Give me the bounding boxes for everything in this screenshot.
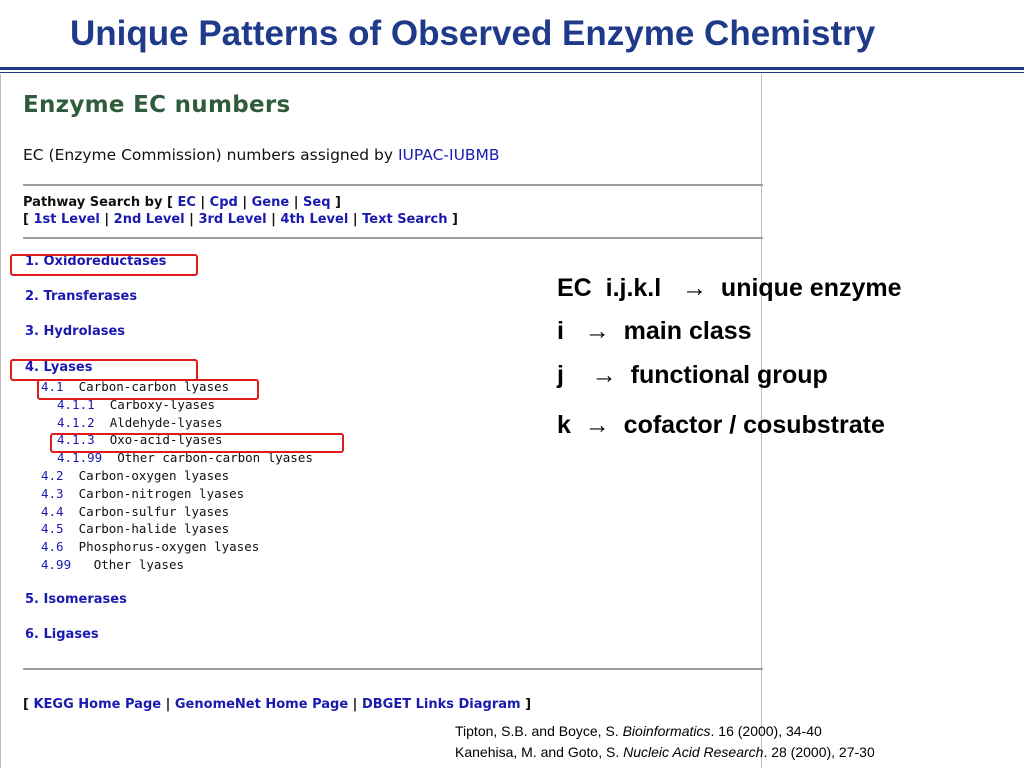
subclass-name: Carbon-oxygen lyases xyxy=(78,468,230,483)
subclass-num: 4.99 xyxy=(41,557,72,572)
subclass-name: Carbon-carbon lyases xyxy=(78,379,230,394)
subclass-name: Other carbon-carbon lyases xyxy=(117,450,313,465)
subclass-num: 4.1 xyxy=(41,379,64,394)
subclass-num: 4.3 xyxy=(41,486,64,501)
pathway-link-gene[interactable]: Gene xyxy=(251,195,290,210)
footer-link-genomenet-home[interactable]: GenomeNet Home Page xyxy=(174,697,349,712)
subclass-num: 4.6 xyxy=(41,539,64,554)
subclass-name: Carboxy-lyases xyxy=(109,397,216,412)
subclass-num: 4.1.1 xyxy=(57,397,95,412)
subclass-4-2[interactable] xyxy=(41,468,229,483)
note-main-class: i → main class xyxy=(557,317,752,345)
class-link-lyases[interactable]: 4. Lyases xyxy=(25,360,93,375)
highlight-box-lyases xyxy=(10,359,198,381)
highlight-box-oxo-acid xyxy=(50,433,344,453)
note-ec-format: EC i.j.k.l → unique enzyme xyxy=(557,274,902,302)
pathway-link-cpd[interactable]: Cpd xyxy=(209,195,238,210)
pathway-link-seq[interactable]: Seq xyxy=(303,195,331,210)
highlight-box-carbon-carbon xyxy=(37,379,259,400)
subclass-name: Carbon-nitrogen lyases xyxy=(78,486,245,501)
citation-details: . 28 (2000), 27-30 xyxy=(763,744,875,760)
citation-details: . 16 (2000), 34-40 xyxy=(710,723,822,739)
footer-links-bar: [ KEGG Home Page | GenomeNet Home Page | DBGET Links Diagram ] xyxy=(23,697,532,712)
kegg-subtitle xyxy=(23,146,500,164)
subclass-num: 4.1.2 xyxy=(57,415,95,430)
level-link-3rd[interactable]: 3rd Level xyxy=(198,212,267,227)
subclass-num: 4.2 xyxy=(41,468,64,483)
pathway-label: Pathway Search by xyxy=(23,195,163,210)
subclass-num: 4.1.99 xyxy=(57,450,103,465)
subclass-num: 4.1.3 xyxy=(57,432,95,447)
subclass-num: 4.4 xyxy=(41,504,64,519)
level-link-4th[interactable]: 4th Level xyxy=(280,212,349,227)
iupac-link[interactable]: IUPAC-IUBMB xyxy=(397,146,500,164)
subclass-4-99[interactable] xyxy=(41,557,184,572)
level-link-text-search[interactable]: Text Search xyxy=(362,212,448,227)
level-link-1st[interactable]: 1st Level xyxy=(33,212,100,227)
subclass-4-5[interactable] xyxy=(41,521,229,536)
class-link-hydrolases[interactable]: 3. Hydrolases xyxy=(25,324,126,339)
subclass-4-1-2[interactable] xyxy=(57,415,223,430)
subclass-name: Oxo-acid-lyases xyxy=(109,432,223,447)
citation-kanehisa xyxy=(455,744,875,760)
subclass-4-6[interactable] xyxy=(41,539,259,554)
kegg-page-title: Enzyme EC numbers xyxy=(23,92,291,118)
level-link-2nd[interactable]: 2nd Level xyxy=(113,212,185,227)
citation-authors: Tipton, S.B. and Boyce, S. xyxy=(455,723,623,739)
citation-journal: Nucleic Acid Research xyxy=(623,744,764,760)
class-link-isomerases[interactable]: 5. Isomerases xyxy=(25,592,127,607)
title-rule xyxy=(0,67,1024,73)
footer-link-kegg-home[interactable]: KEGG Home Page xyxy=(33,697,162,712)
footer-link-dbget-diagram[interactable]: DBGET Links Diagram xyxy=(361,697,521,712)
kegg-subtitle-text: EC (Enzyme Commission) numbers assigned by xyxy=(23,146,398,164)
subclass-4-3[interactable] xyxy=(41,486,244,501)
class-link-ligases[interactable]: 6. Ligases xyxy=(25,627,99,642)
subclass-name: Phosphorus-oxygen lyases xyxy=(78,539,260,554)
class-link-oxidoreductases[interactable]: 1. Oxidoreductases xyxy=(25,254,167,269)
divider-top xyxy=(23,184,763,186)
highlight-box-oxidoreductases xyxy=(10,254,198,276)
subclass-name: Other lyases xyxy=(93,557,184,572)
pathway-link-ec[interactable]: EC xyxy=(177,195,196,210)
citation-authors: Kanehisa, M. and Goto, S. xyxy=(455,744,624,760)
note-cofactor: k → cofactor / cosubstrate xyxy=(557,411,885,439)
slide-title: Unique Patterns of Observed Enzyme Chemistry xyxy=(70,14,876,53)
divider-bottom xyxy=(23,668,763,670)
class-link-transferases[interactable]: 2. Transferases xyxy=(25,289,138,304)
note-functional-group: j → functional group xyxy=(557,361,828,389)
citation-tipton xyxy=(455,723,822,739)
subclass-name: Aldehyde-lyases xyxy=(109,415,223,430)
divider-mid xyxy=(23,237,763,239)
subclass-4-4[interactable] xyxy=(41,504,229,519)
pathway-search-bar: Pathway Search by [ EC | Cpd | Gene | Seq ] xyxy=(23,195,341,210)
subclass-name: Carbon-halide lyases xyxy=(78,521,230,536)
citation-journal: Bioinformatics xyxy=(622,723,711,739)
subclass-num: 4.5 xyxy=(41,521,64,536)
subclass-name: Carbon-sulfur lyases xyxy=(78,504,230,519)
level-links-bar: [ 1st Level | 2nd Level | 3rd Level | 4th Level | Text Search ] xyxy=(23,212,458,227)
